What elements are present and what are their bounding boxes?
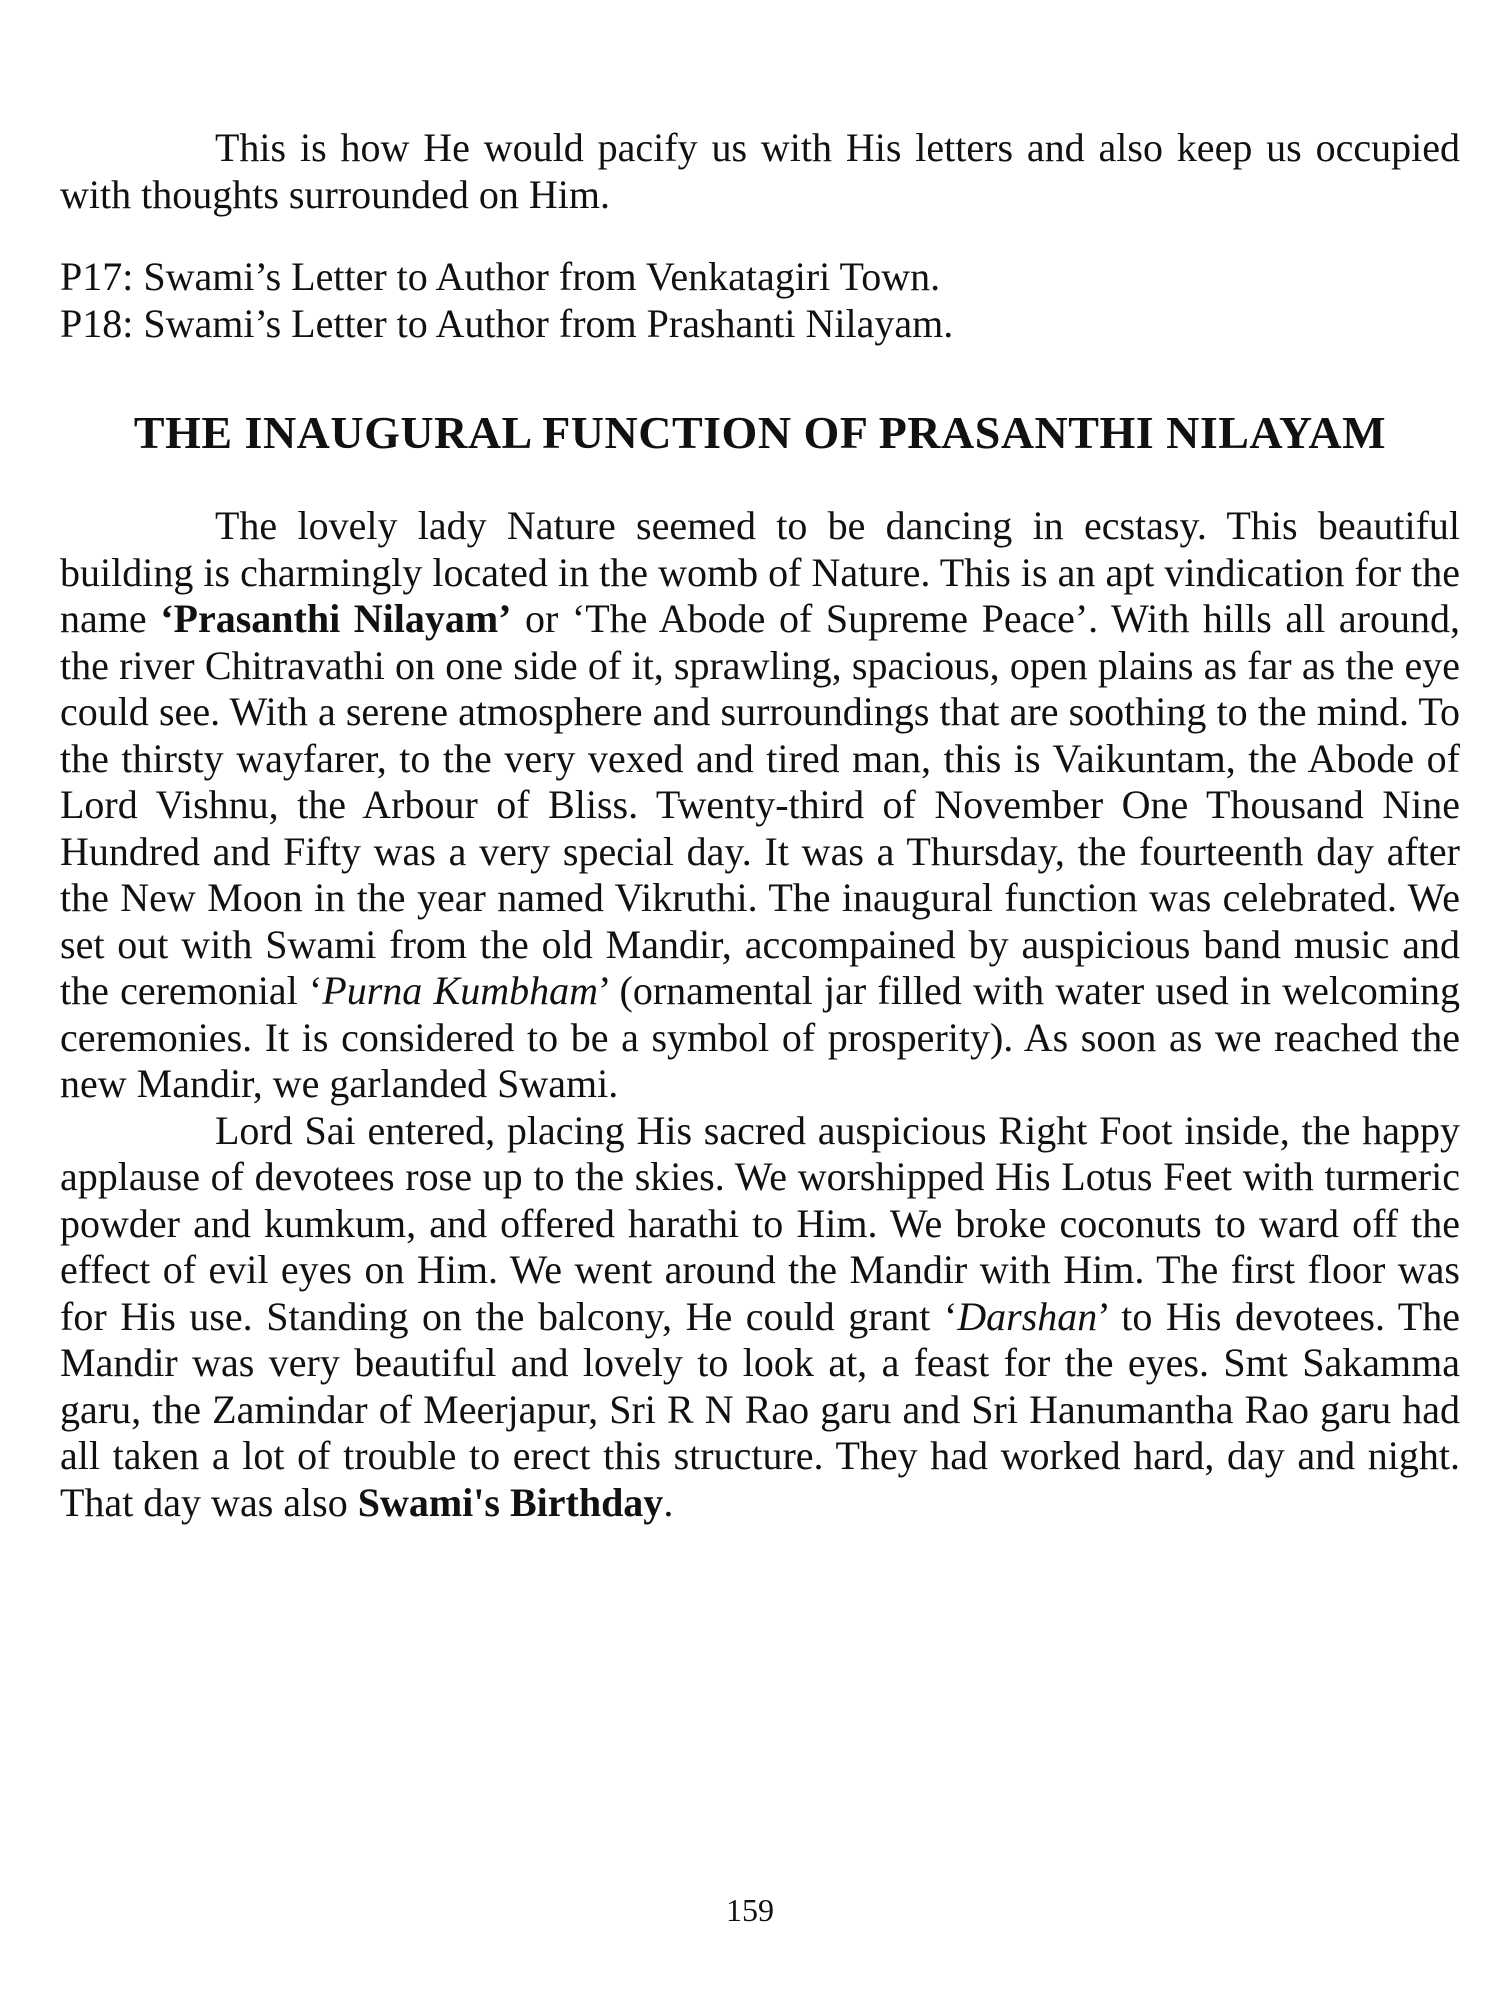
body-paragraph-2 (60, 1108, 1460, 1527)
paragraph-2-text-b: ’ to His devotees. The Mandir was very beautiful and lovely to look at, a feast for the eyes. Smt Sakamma garu, the Zamindar of Meerjapur, Sri R N Rao garu and Sri Hanumantha Rao garu had all taken a lot of trouble to erect this structure. They had worked hard, day and night. That day was also (60, 1293, 1460, 1525)
page-number: 159 (726, 1892, 774, 1928)
body-paragraph-1 (60, 503, 1460, 1108)
paragraph-1-text-b: or ‘The Abode of Supreme Peace’. With hills all around, the river Chitravathi on one side of it, sprawling, spacious, open plains as far as the eye could see. With a serene atmosphere and surroundings that are soothing to the mind. To the thirsty wayfarer, to the very vexed and tired man, this is Vaikuntam, the Abode of Lord Vishnu, the Arbour of Bliss. Twenty-third of November One Thousand Nine Hundred and Fifty was a very special day. It was a Thursday, the fourteenth day after the New Moon in the year named Vikruthi. The inaugural function was celebrated. We set out with Swami from the old Mandir, accompained by auspicious band music and the ceremonial ‘ (60, 596, 1461, 1013)
paragraph-1-text-c: ’ (ornamental jar filled with water used in welcoming ceremonies. It is considered to be a symbol of prosperity). As soon as we reached the new Mandir, we garlanded Swami. (60, 968, 1460, 1106)
swamis-birthday-emphasis: Swami's Birthday (357, 1479, 664, 1525)
plate-caption-p17: P17: Swami’s Letter to Author from Venkatagiri Town. (60, 254, 941, 299)
paragraph-2-text-c: . (663, 1479, 674, 1525)
book-page (60, 125, 1460, 1526)
plate-caption-p18: P18: Swami’s Letter to Author from Prashanti Nilayam. (60, 300, 954, 346)
prasanthi-nilayam-emphasis: ‘Prasanthi Nilayam’ (160, 596, 512, 641)
darshan-term: Darshan (957, 1293, 1098, 1339)
purna-kumbham-term: Purna Kumbham (322, 968, 598, 1013)
intro-paragraph: This is how He would pacify us with His letters and also keep us occupied with thoughts surrounded on Him. (60, 125, 1460, 217)
paragraph-1-text-a: The lovely lady Nature seemed to be dancing in ecstasy. This beautiful building is charmingly located in the womb of Nature. This is an apt vindication for the name (60, 503, 1460, 641)
section-heading: THE INAUGURAL FUNCTION OF PRASANTHI NILAYAM (133, 407, 1387, 458)
paragraph-2-text-a: Lord Sai entered, placing His sacred auspicious Right Foot inside, the happy applause of devotees rose up to the skies. We worshipped His Lotus Feet with turmeric powder and kumkum, and offered harathi to Him. We broke coconuts to ward off the effect of evil eyes on Him. We went around the Mandir with Him. The first floor was for His use. Standing on the balcony, He could grant ‘ (60, 1107, 1460, 1339)
